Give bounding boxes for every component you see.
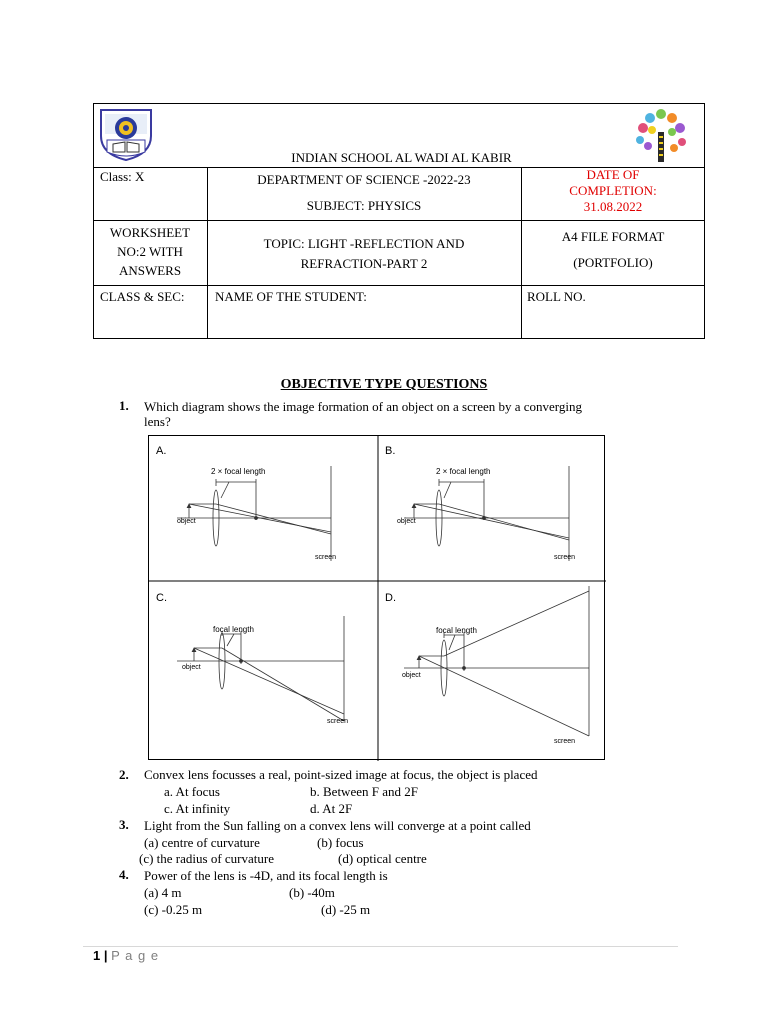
date-value: 31.08.2022 [583, 199, 643, 214]
diagram-a [177, 466, 331, 561]
option: (b) focus [317, 835, 364, 850]
diagram-c-screen: screen [327, 718, 349, 725]
page-word: P a g e [111, 948, 160, 963]
option: a. At focus [164, 784, 220, 799]
worksheet-line-2: NO:2 WITH [117, 244, 183, 259]
diagram-a-screen: screen [315, 554, 337, 561]
worksheet-line-1: WORKSHEET [109, 225, 191, 240]
diagram-d-label: D. [385, 592, 396, 604]
page-number: 1 [93, 948, 101, 963]
diagram-c [177, 616, 344, 721]
class-sec-label: CLASS & SEC: [100, 289, 185, 304]
class-label: Class: X [100, 169, 145, 184]
question-text: Power of the lens is -4D, and its focal length is [144, 868, 388, 883]
question-text [144, 399, 582, 429]
diagram-d-screen: screen [554, 738, 576, 745]
question-number: 1. [119, 398, 129, 413]
table-rule [93, 285, 705, 286]
diagram-a-object: object [177, 518, 196, 525]
question-number: 2. [119, 767, 129, 782]
section-title: OBJECTIVE TYPE QUESTIONS [280, 377, 488, 392]
option: c. At infinity [164, 801, 231, 816]
department-label: DEPARTMENT OF SCIENCE -2022-23 [257, 172, 471, 187]
option: (c) -0.25 m [144, 902, 203, 917]
diagram-c-object: object [182, 664, 201, 671]
footer-rule [83, 946, 678, 947]
diagram-d-object: object [402, 672, 421, 679]
roll-no-label: ROLL NO. [527, 289, 586, 304]
table-rule [93, 220, 705, 221]
option: (d) -25 m [321, 902, 371, 917]
worksheet-number [93, 223, 207, 280]
format-line-1: A4 FILE FORMAT [561, 229, 665, 244]
option: d. At 2F [310, 801, 353, 816]
diagram-d [404, 586, 589, 736]
question-text: Convex lens focusses a real, point-sized image at focus, the object is placed [144, 767, 538, 782]
lens-diagrams [148, 435, 605, 760]
header-table [93, 103, 705, 339]
format-line-2: (PORTFOLIO) [573, 255, 653, 270]
file-format [521, 224, 705, 276]
date-line-1: DATE OF [586, 167, 640, 182]
diagram-c-label: C. [156, 592, 167, 604]
question-number: 4. [119, 867, 129, 882]
date-line-2: COMPLETION: [569, 183, 657, 198]
lens-diagram-grid [149, 436, 606, 761]
page-separator: | [103, 948, 108, 963]
question-number: 3. [119, 817, 129, 832]
diagram-a-length: 2 × focal length [211, 467, 266, 476]
option: (b) -40m [289, 885, 335, 900]
page-footer [93, 948, 159, 963]
option: (d) optical centre [338, 851, 427, 866]
diagram-a-label: A. [156, 445, 167, 457]
diagram-b-object: object [397, 518, 416, 525]
option: (c) the radius of curvature [139, 851, 274, 866]
question-1-line-1: Which diagram shows the image formation of an object on a screen by a converging [144, 399, 583, 414]
option: b. Between F and 2F [310, 784, 418, 799]
diagram-b-screen: screen [554, 554, 576, 561]
school-name: INDIAN SCHOOL AL WADI AL KABIR [291, 150, 512, 165]
topic-line-2: REFRACTION-PART 2 [300, 256, 428, 271]
diagram-b-label: B. [385, 445, 396, 457]
diagram-c-length: focal length [213, 625, 254, 634]
question-1-line-2: lens? [144, 414, 171, 429]
option: (a) centre of curvature [144, 835, 260, 850]
topic [207, 234, 521, 274]
question-text: Light from the Sun falling on a convex lens will converge at a point called [144, 818, 531, 833]
option: (a) 4 m [144, 885, 182, 900]
diagram-d-length: focal length [436, 626, 477, 635]
topic-line-1: TOPIC: LIGHT -REFLECTION AND [263, 236, 465, 251]
worksheet-line-3: ANSWERS [118, 263, 182, 278]
student-name-label: NAME OF THE STUDENT: [215, 289, 367, 304]
diagram-b [404, 466, 569, 561]
subject-label: SUBJECT: PHYSICS [306, 198, 422, 213]
diagram-b-length: 2 × focal length [436, 467, 491, 476]
completion-date [521, 167, 705, 215]
